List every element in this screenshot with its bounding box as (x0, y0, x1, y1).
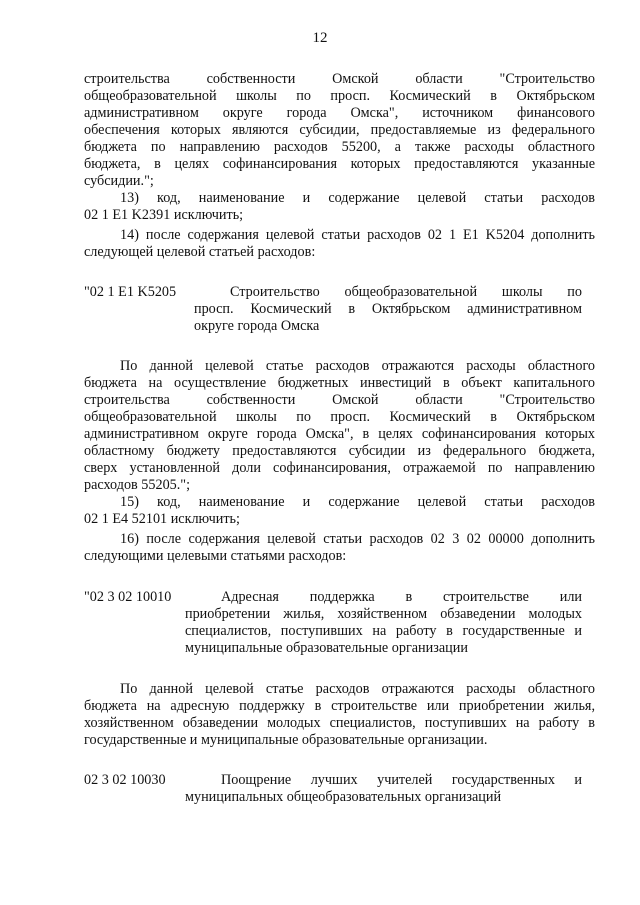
text-line: общеобразовательной школы по просп. Космический в Октябрьском (84, 88, 595, 104)
text-line: хозяйственном обзаведении молодых специалистов, поступивших на работу в (84, 715, 595, 731)
text-line: строительства собственности Омской области "Строительство (84, 71, 595, 87)
text-line: расходов 55205."; (84, 477, 191, 493)
text-line: 14) после содержания целевой статьи расходов 02 1 E1 K5204 дополнить (120, 227, 595, 243)
text-line: 02 1 E4 52101 исключить; (84, 511, 240, 527)
page-number: 12 (312, 30, 328, 46)
entry-title-line: округе города Омска (194, 318, 320, 334)
text-line: По данной целевой статье расходов отражаются расходы областного (120, 681, 595, 697)
text-line: областному бюджету предоставляются субсидии из федерального бюджета, (84, 443, 595, 459)
text-line: 16) после содержания целевой статьи расходов 02 3 02 00000 дополнить (120, 531, 595, 547)
text-line: обеспечения которых являются субсидии, предоставляемые из федерального (84, 122, 595, 138)
text-line: строительства собственности Омской области "Строительство (84, 392, 595, 408)
entry-title-line: муниципальных общеобразовательных организаций (185, 789, 502, 805)
text-line: 15) код, наименование и содержание целевой статьи расходов (120, 494, 595, 510)
text-line: 13) код, наименование и содержание целевой статьи расходов (120, 190, 595, 206)
entry-title-line: Адресная поддержка в строительстве или (221, 589, 582, 605)
entry-title-line: Поощрение лучших учителей государственных и (221, 772, 582, 788)
text-line: общеобразовательной школы по просп. Космический в Октябрьском (84, 409, 595, 425)
text-line: 02 1 E1 K2391 исключить; (84, 207, 244, 223)
text-line: бюджета на адресную поддержку в строительстве или приобретении жилья, (84, 698, 595, 714)
text-line: государственные и муниципальные образовательные организации. (84, 732, 488, 748)
entry-code: 02 3 02 10030 (84, 772, 166, 788)
text-line: бюджета, в целях софинансирования которых предоставляются указанные (84, 156, 595, 172)
text-line: административном округе города Омска", в целях софинансирования которых (84, 426, 595, 442)
text-line: бюджета на осуществление бюджетных инвестиций в объект капитального (84, 375, 595, 391)
entry-title-line: Строительство общеобразовательной школы по (230, 284, 582, 300)
text-line: следующими целевыми статьями расходов: (84, 548, 347, 564)
text-line: субсидии."; (84, 173, 154, 189)
text-line: сверх установленной доли софинансирования, отражаемой по направлению (84, 460, 595, 476)
entry-code: "02 1 E1 K5205 (84, 284, 177, 300)
entry-title-line: просп. Космический в Октябрьском административном (194, 301, 582, 317)
entry-code: "02 3 02 10010 (84, 589, 172, 605)
text-line: бюджета по направлению расходов 55200, а также расходы областного (84, 139, 595, 155)
text-line: По данной целевой статье расходов отражаются расходы областного (120, 358, 595, 374)
entry-title-line: приобретении жилья, хозяйственном обзаведении молодых (185, 606, 582, 622)
entry-title-line: специалистов, поступивших на работу в государственные и (185, 623, 582, 639)
entry-title-line: муниципальные образовательные организации (185, 640, 468, 656)
text-line: следующей целевой статьей расходов: (84, 244, 316, 260)
text-line: административном округе города Омска", источником финансового (84, 105, 595, 121)
